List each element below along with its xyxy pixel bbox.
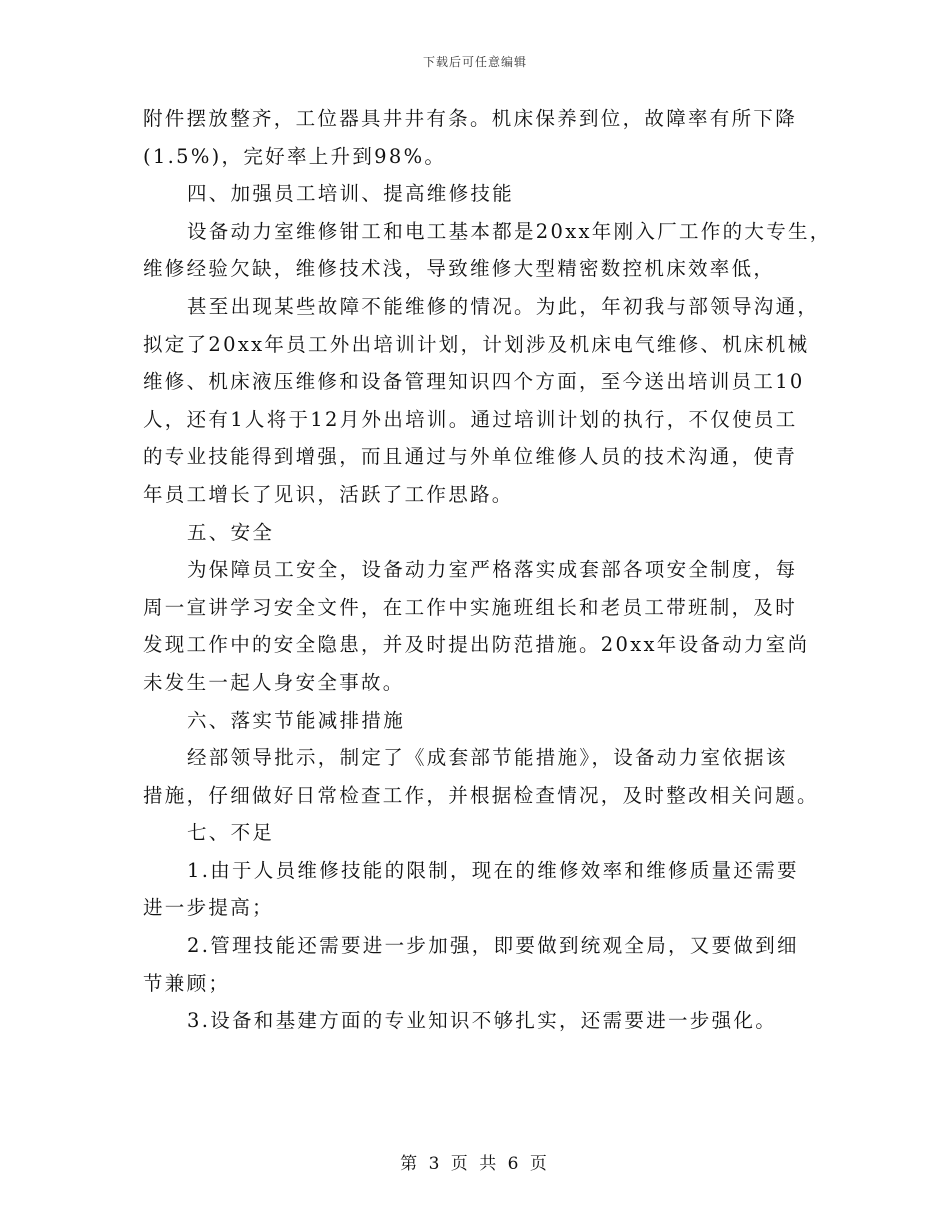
text-line: 人，还有1人将于12月外出培训。通过培训计划的执行，不仅使员工 — [143, 407, 798, 431]
text-line: 节兼顾； — [143, 971, 231, 995]
text-line: 经部领导批示，制定了《成套部节能措施》，设备动力室依据该 — [187, 746, 788, 770]
text-line: 附件摆放整齐，工位器具井井有条。机床保养到位，故障率有所下降 — [143, 107, 798, 130]
text-line: 六、落实节能减排措施 — [187, 708, 406, 732]
text-line: 未发生一起人身安全事故。 — [143, 670, 405, 694]
text-line: (1.5%)，完好率上升到98%。 — [143, 144, 447, 168]
text-line: 周一宣讲学习安全文件，在工作中实施班组长和老员工带班制，及时 — [143, 595, 798, 619]
text-line: 为保障员工安全，设备动力室严格落实成套部各项安全制度，每 — [187, 558, 798, 582]
text-line: 五、安全 — [187, 520, 275, 544]
text-line: 的专业技能得到增强，而且通过与外单位维修人员的技术沟通，使青 — [143, 445, 798, 469]
document-body — [143, 100, 832, 1040]
text-line: 措施，仔细做好日常检查工作，并根据检查情况，及时整改相关问题。 — [143, 783, 819, 807]
text-line: 2.管理技能还需要进一步加强，即要做到统观全局，又要做到细 — [187, 934, 799, 958]
text-line: 进一步提高； — [143, 896, 274, 920]
text-line: 七、不足 — [187, 821, 275, 845]
text-line: 设备动力室维修钳工和电工基本都是20xx年刚入厂工作的大专生， — [187, 219, 832, 243]
text-line: 年员工增长了见识，活跃了工作思路。 — [143, 482, 514, 506]
text-line: 甚至出现某些故障不能维修的情况。为此，年初我与部领导沟通， — [187, 294, 820, 318]
text-line: 四、加强员工培训、提高维修技能 — [187, 182, 515, 206]
page-header: 下载后可任意编辑 — [422, 55, 527, 69]
text-line: 维修、机床液压维修和设备管理知识四个方面，至今送出培训员工10 — [143, 370, 805, 394]
page-footer: 第 3 页 共 6 页 — [400, 1154, 550, 1174]
text-line: 发现工作中的安全隐患，并及时提出防范措施。20xx年设备动力室尚 — [143, 633, 810, 657]
text-line: 维修经验欠缺，维修技术浅，导致维修大型精密数控机床效率低， — [143, 257, 776, 281]
text-line: 3.设备和基建方面的专业知识不够扎实，还需要进一步强化。 — [187, 1009, 778, 1033]
text-line: 1.由于人员维修技能的限制，现在的维修效率和维修质量还需要 — [187, 858, 799, 882]
text-line: 拟定了20xx年员工外出培训计划，计划涉及机床电气维修、机床机械 — [143, 332, 810, 356]
